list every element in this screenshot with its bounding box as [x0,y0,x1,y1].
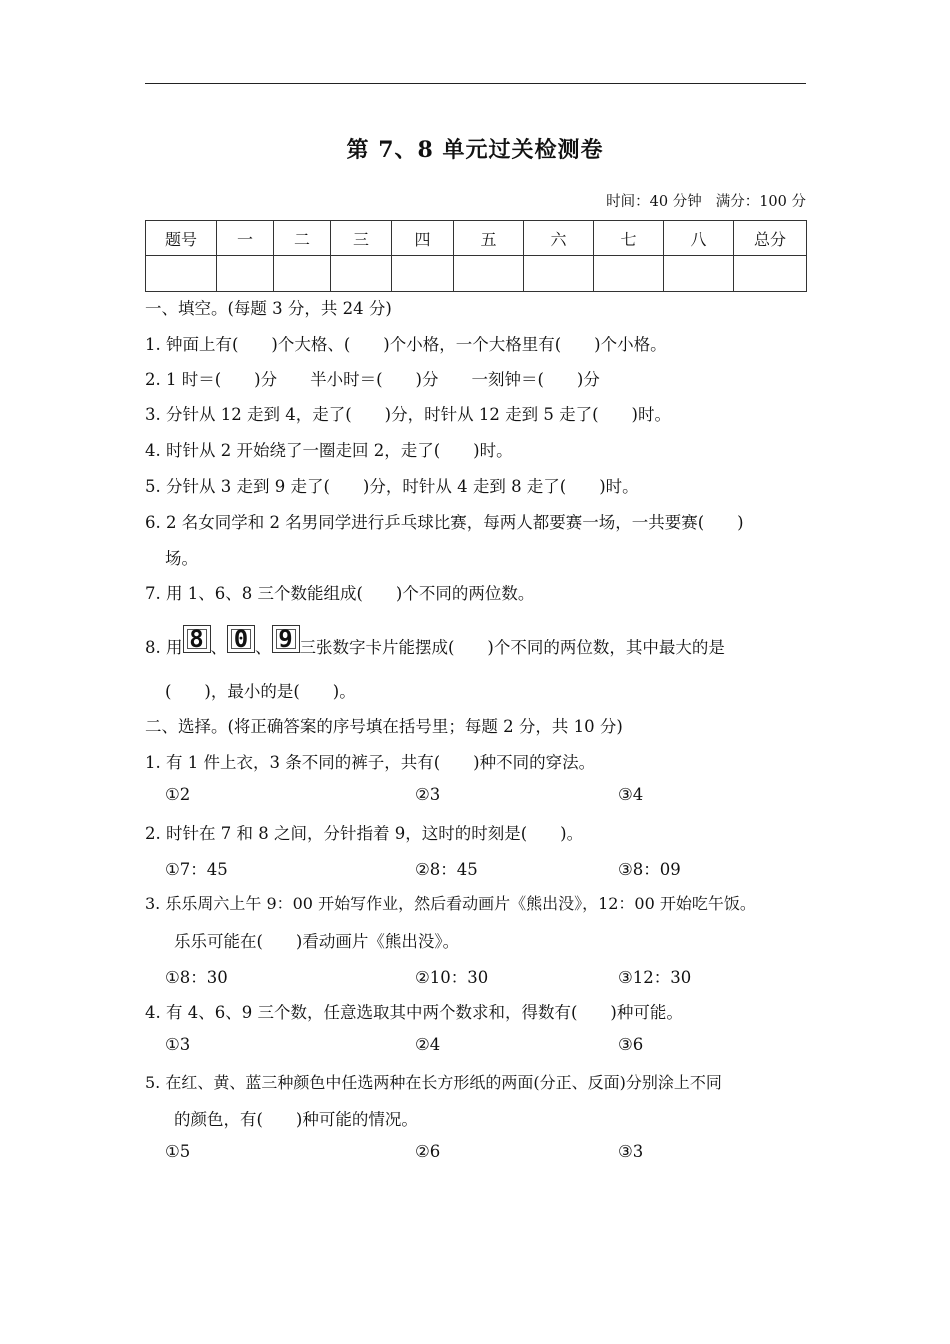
option[interactable]: ③12：30 [618,968,692,987]
score-cell[interactable] [217,256,274,292]
fill-question-6-cont: 场。 [165,549,198,568]
score-cell[interactable] [524,256,594,292]
choice-question-5: 5. 在红、黄、蓝三种颜色中任选两种在长方形纸的两面(分正、反面)分别涂上不同 [145,1073,722,1092]
header-rule [145,83,806,84]
choice-question-4: 4. 有 4、6、9 三个数，任意选取其中两个数求和，得数有( )种可能。 [145,1003,683,1022]
option[interactable]: ①2 [165,785,191,804]
fill-question-4: 4. 时针从 2 开始绕了一圈走回 2，走了( )时。 [145,441,513,460]
fill-question-1: 1. 钟面上有( )个大格、( )个小格，一个大格里有( )个小格。 [145,335,667,354]
fill-question-2: 2. 1 时＝( )分 半小时＝( )分 一刻钟＝( )分 [145,370,600,389]
score-table-header-row [146,221,807,256]
option[interactable]: ③3 [618,1142,644,1161]
choice-question-2: 2. 时针在 7 和 8 之间，分针指着 9，这时的时刻是( )。 [145,824,584,843]
q8-separator: 、 [210,638,227,657]
fill-question-6: 6. 2 名女同学和 2 名男同学进行乒乓球比赛，每两人都要赛一场，一共要赛( ) [145,513,744,532]
score-table-header: 五 [454,221,524,256]
fill-question-3: 3. 分针从 12 走到 4，走了( )分，时针从 12 走到 5 走了( )时。 [145,405,671,424]
score-table-header: 六 [524,221,594,256]
score-table-header: 二 [274,221,331,256]
option[interactable]: ①3 [165,1035,191,1054]
score-table [145,220,807,292]
score-cell[interactable] [392,256,454,292]
score-cell[interactable] [146,256,217,292]
score-cell[interactable] [454,256,524,292]
option[interactable]: ②6 [415,1142,441,1161]
time-limit: 时间：40 分钟 [606,194,702,210]
option[interactable]: ②8：45 [415,860,478,879]
q8-prefix: 8. 用 [145,638,183,657]
fill-question-8-cont: ( )，最小的是( )。 [165,682,356,701]
score-table-header: 八 [664,221,734,256]
score-cell[interactable] [664,256,734,292]
score-table-header: 三 [331,221,392,256]
section2-heading: 二、选择。(将正确答案的序号填在括号里；每题 2 分，共 10 分) [145,717,623,736]
score-table-header: 题号 [146,221,217,256]
fill-question-8 [145,624,725,663]
q8-separator: 、 [255,638,272,657]
option[interactable]: ②4 [415,1035,441,1054]
option[interactable]: ②10：30 [415,968,489,987]
choice-question-3-cont: 乐乐可能在( )看动画片《熊出没》。 [174,932,460,951]
section1-heading: 一、填空。(每题 3 分，共 24 分) [145,299,392,318]
option[interactable]: ③8：09 [618,860,681,879]
choice-question-5-cont: 的颜色，有( )种可能的情况。 [174,1110,418,1129]
score-cell[interactable] [594,256,664,292]
score-table-header: 七 [594,221,664,256]
score-cell[interactable] [274,256,331,292]
full-score: 满分：100 分 [715,194,806,210]
fill-question-5: 5. 分针从 3 走到 9 走了( )分，时针从 4 走到 8 走了( )时。 [145,477,639,496]
digit-card-8: 8 [183,625,211,653]
score-cell[interactable] [734,256,807,292]
exam-meta [606,190,806,211]
score-table-entry-row [146,256,807,292]
option[interactable]: ①8：30 [165,968,228,987]
choice-question-3: 3. 乐乐周六上午 9：00 开始写作业，然后看动画片《熊出没》，12：00 开始吃午饭。 [145,894,756,913]
score-table-header: 总分 [734,221,807,256]
fill-question-7: 7. 用 1、6、8 三个数能组成( )个不同的两位数。 [145,584,535,603]
q8-suffix: 三张数字卡片能摆成( )个不同的两位数，其中最大的是 [299,638,725,657]
page-title: 第 7、8 单元过关检测卷 [346,137,604,163]
choice-question-1: 1. 有 1 件上衣，3 条不同的裤子，共有( )种不同的穿法。 [145,753,596,772]
option[interactable]: ①7：45 [165,860,228,879]
score-cell[interactable] [331,256,392,292]
score-table-header: 一 [217,221,274,256]
option[interactable]: ③4 [618,785,644,804]
score-table-header: 四 [392,221,454,256]
digit-card-0: 0 [227,625,255,653]
digit-card-9: 9 [272,625,300,653]
option[interactable]: ②3 [415,785,441,804]
option[interactable]: ③6 [618,1035,644,1054]
option[interactable]: ①5 [165,1142,191,1161]
